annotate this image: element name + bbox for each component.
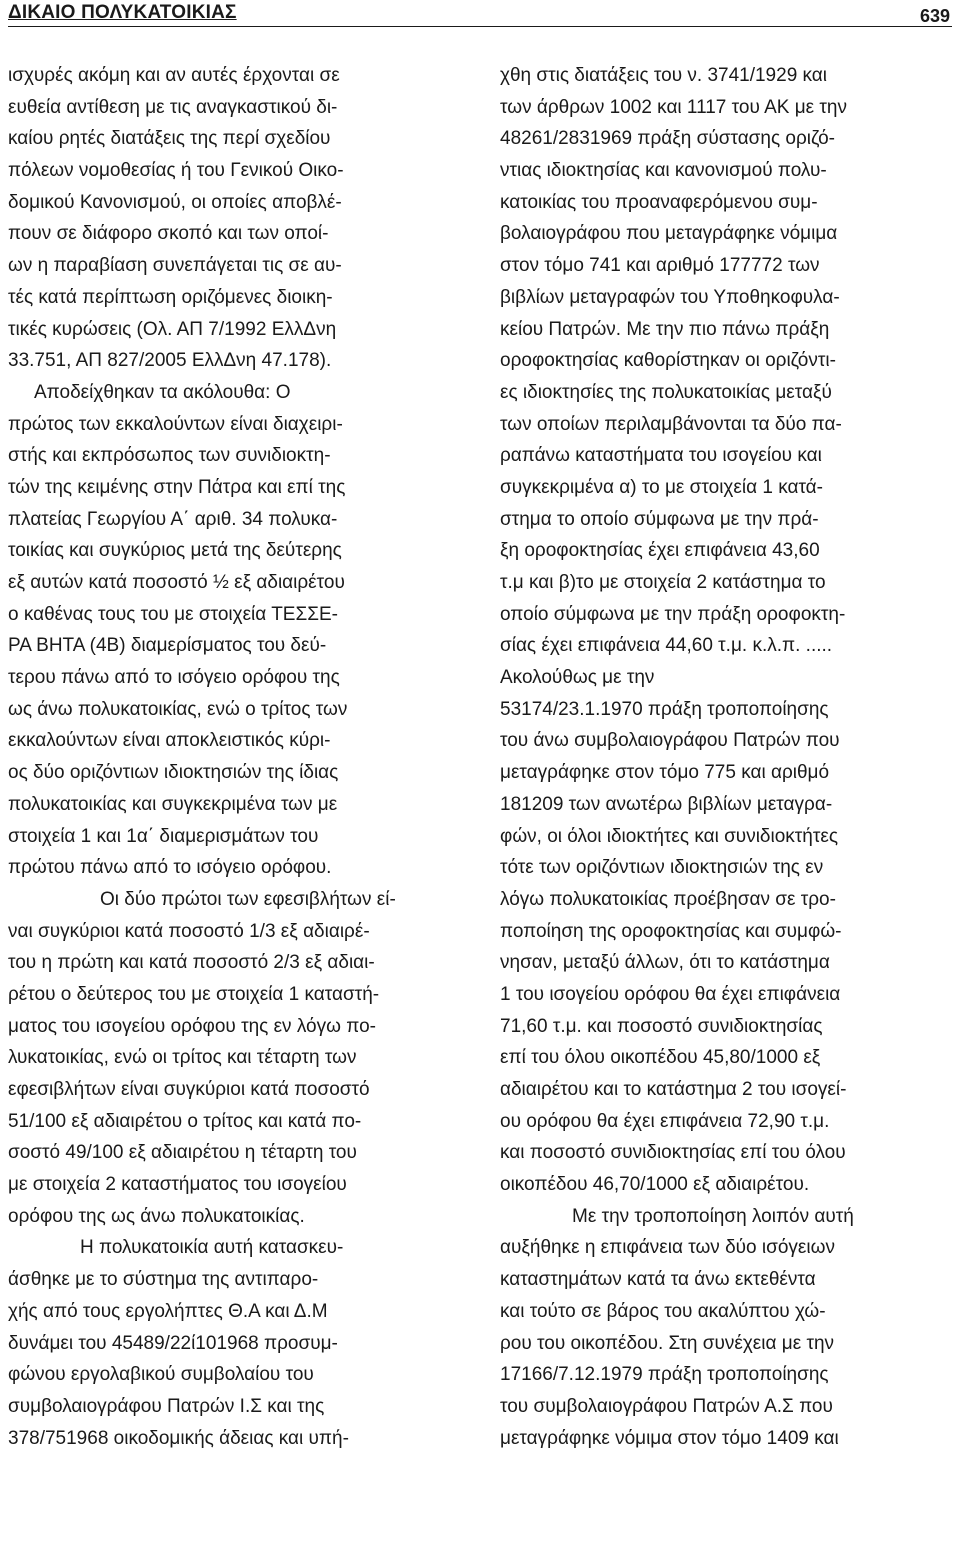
right-column-line: τ.μ και β)το με στοιχεία 2 κατάστημα το [500,572,826,593]
left-column-line: ο καθένας τους του με στοιχεία ΤΕΣΣΕ- [8,603,338,625]
right-column-line: ου ορόφου θα έχει επιφάνεια 72,90 τ.μ. [500,1110,830,1132]
left-column-line: πουν σε διάφορο σκοπό και των οποί- [8,223,329,245]
running-title: ΔΙΚΑΙΟ ΠΟΛΥΚΑΤΟΙΚΙΑΣ [8,2,237,23]
right-column-line: 181209 των ανωτέρω βιβλίων μεταγρα- [500,793,833,815]
right-column-line: βολαιογράφου που μεταγράφηκε νόμιμα [500,223,838,245]
left-column-line: φώνου εργολαβικού συμβολαίου του [8,1364,314,1386]
left-column-line: σοστό 49/100 εξ αδιαιρέτου η τέταρτη του [8,1142,357,1164]
right-column-line: ξη οροφοκτησίας έχει επιφάνεια 43,60 [500,540,820,562]
header-rule [8,26,952,27]
right-column-line: και ποσοστό συνιδιοκτησίας επί του όλου [500,1142,846,1164]
right-column-line: Ακολούθως με την [500,667,655,689]
left-column-line: λυκατοικίας, ενώ οι τρίτος και τέταρτη των [8,1047,357,1069]
left-column-line: πρώτου πάνω από το ισόγειο ορόφου. [8,857,332,879]
left-column-line: πρώτος των εκκαλούντων είναι διαχειρι- [8,413,343,435]
left-column-line: στής και εκπρόσωπος των συνιδιοκτη- [8,445,331,467]
right-column-line: επί του όλου οικοπέδου 45,80/1000 εξ [500,1047,821,1069]
right-column-line: αυξήθηκε η επιφάνεια των δύο ισόγειων [500,1237,835,1259]
left-column-line: του η πρώτη και κατά ποσοστό 2/3 εξ αδιαι- [8,952,375,974]
left-column-line: δομικού Κανονισμού, οι οποίες αποβλέ- [8,191,342,213]
left-column-line: 33.751, ΑΠ 827/2005 ΕλλΔνη 47.178). [8,350,332,372]
right-column-line: Με την τροποποίηση λοιπόν αυτή [572,1205,854,1227]
right-column-line: καταστημάτων κατά τα άνω εκτεθέντα [500,1269,816,1291]
left-column-line: τών της κειμένης στην Πάτρα και επί της [8,476,346,498]
right-column-line: του συμβολαιογράφου Πατρών Α.Σ που [500,1395,833,1417]
left-column-line: τές κατά περίπτωση οριζόμενες διοικη- [8,286,333,308]
right-column-line: τότε των οριζόντιων ιδιοκτησιών της εν [500,857,824,879]
left-column-line: τερου πάνω από το ισόγειο ορόφου της [8,667,340,689]
left-column-line: ισχυρές ακόμη και αν αυτές έρχονται σε [8,65,340,86]
page-header [8,0,952,30]
right-column-line: ρου του οικοπέδου. Στη συνέχεια με την [500,1332,835,1354]
right-column-line: μεταγράφηκε νόμιμα στον τόμο 1409 και [500,1427,839,1449]
right-column-line: κείου Πατρών. Με την πιο πάνω πράξη [500,318,830,340]
left-column-line: τοικίας και συγκύριος μετά της δεύτερης [8,540,342,562]
left-column-line: ΡΑ ΒΗΤΑ (4Β) διαμερίσματος του δεύ- [8,635,327,657]
left-column-line: 51/100 εξ αδιαιρέτου ο τρίτος και κατά πο- [8,1110,362,1132]
page-number: 639 [919,6,950,26]
left-column-line: Η πολυκατοικία αυτή κατασκευ- [80,1237,344,1259]
right-column-line: του άνω συμβολαιογράφου Πατρών που [500,730,840,752]
left-column-line: ως άνω πολυκατοικίας, ενώ ο τρίτος των [8,698,348,720]
right-column-line: 17166/7.12.1979 πράξη τροποποίησης [500,1364,829,1386]
right-column-line: ες ιδιοκτησίες της πολυκατοικίας μεταξύ [500,381,832,403]
right-column-line: ντιας ιδιοκτησίας και κανονισμού πολυ- [500,160,827,182]
right-column-line: κατοικίας του προαναφερόμενου συμ- [500,191,818,213]
left-column-line: με στοιχεία 2 καταστήματος του ισογείου [8,1174,347,1196]
right-column-line: και τούτο σε βάρος του ακαλύπτου χώ- [500,1300,826,1322]
right-column-line: 48261/2831969 πράξη σύστασης οριζό- [500,128,836,150]
right-column-line: των οποίων περιλαμβάνονται τα δύο πα- [500,413,842,435]
left-column-line: άσθηκε με το σύστημα της αντιπαρο- [8,1269,319,1291]
right-column-line: φών, οι όλοι ιδιοκτήτες και συνιδιοκτήτες [500,825,838,847]
left-column-line: εκκαλούντων είναι αποκλειστικός κύρι- [8,730,331,752]
left-column-line: πλατείας Γεωργίου Α΄ αριθ. 34 πολυκα- [8,508,338,530]
right-column-line: μεταγράφηκε στον τόμο 775 και αριθμό [500,762,830,784]
left-column-line: ρέτου ο δεύτερος του με στοιχεία 1 καταστή- [8,983,380,1005]
left-column-line: ων η παραβίαση συνεπάγεται τις σε αυ- [8,255,342,277]
right-column-line: οποίο σύμφωνα με την πράξη οροφοκτη- [500,603,846,625]
right-column-line: λόγω πολυκατοικίας προέβησαν σε τρο- [500,888,836,910]
right-column-line: στημα το οποίο σύμφωνα με την πρά- [500,508,819,530]
right-column-line: 1 του ισογείου ορόφου θα έχει επιφάνεια [500,983,841,1005]
left-column-line: στοιχεία 1 και 1α΄ διαμερισμάτων του [8,825,319,847]
right-column-line: οροφοκτησίας καθορίστηκαν οι οριζόντι- [500,350,836,372]
right-column-line: συγκεκριμένα α) το με στοιχεία 1 κατά- [500,476,823,498]
left-column-line: ματος του ισογείου ορόφου της εν λόγω πο- [8,1015,376,1037]
right-column-line: βιβλίων μεταγραφών του Υποθηκοφυλα- [500,286,840,308]
left-column [8,60,460,1454]
left-column-line: Οι δύο πρώτοι των εφεσιβλήτων εί- [100,888,396,910]
right-column-line: ποποίηση της οροφοκτησίας και συμφώ- [500,920,842,942]
left-column-line: δυνάμει του 45489/22ί101968 προσυμ- [8,1332,338,1354]
right-column-line: σίας έχει επιφάνεια 44,60 τ.μ. κ.λ.π. ..... [500,635,833,657]
right-column-line: των άρθρων 1002 και 1117 του ΑΚ με την [500,96,847,118]
left-column-line: συμβολαιογράφου Πατρών Ι.Σ και της [8,1395,325,1417]
left-column-line: ευθεία αντίθεση με τις αναγκαστικού δι- [8,96,338,118]
left-column-line: ναι συγκύριοι κατά ποσοστό 1/3 εξ αδιαιρέ- [8,920,370,942]
left-column-line: εφεσιβλήτων είναι συγκύριοι κατά ποσοστό [8,1079,370,1100]
left-column-line: τικές κυρώσεις (Ολ. ΑΠ 7/1992 ΕλλΔνη [8,318,337,340]
left-column-line: πολυκατοικίας και συγκεκριμένα των με [8,793,338,815]
right-column-line: ραπάνω καταστήματα του ισογείου και [500,445,822,467]
left-column-line: 378/751968 οικοδομικής άδειας και υπή- [8,1427,349,1449]
right-column-line: αδιαιρέτου και το κατάστημα 2 του ισογεί- [500,1079,847,1100]
right-column-line: νησαν, μεταξύ άλλων, ότι το κατάστημα [500,952,830,974]
left-column-line: ορόφου της ως άνω πολυκατοικίας. [8,1205,305,1227]
left-column-line: Αποδείχθηκαν τα ακόλουθα: Ο [34,381,291,403]
right-column-line: 71,60 τ.μ. και ποσοστό συνιδιοκτησίας [500,1015,823,1037]
left-column-line: καίου ρητές διατάξεις της περί σχεδίου [8,128,331,150]
right-column-line: 53174/23.1.1970 πράξη τροποποίησης [500,698,829,720]
left-column-line: εξ αυτών κατά ποσοστό ½ εξ αδιαιρέτου [8,572,345,593]
left-column-line: ος δύο οριζόντιων ιδιοκτησιών της ίδιας [8,762,339,784]
left-column-line: χής από τους εργολήπτες Θ.Α και Δ.Μ [8,1300,328,1322]
right-column-line: στον τόμο 741 και αριθμό 177772 των [500,255,820,277]
right-column [500,60,952,1454]
right-column-line: οικοπέδου 46,70/1000 εξ αδιαιρέτου. [500,1174,810,1196]
right-column-line: χθη στις διατάξεις του ν. 3741/1929 και [500,65,828,86]
left-column-line: πόλεων νομοθεσίας ή του Γενικού Οικο- [8,160,344,182]
